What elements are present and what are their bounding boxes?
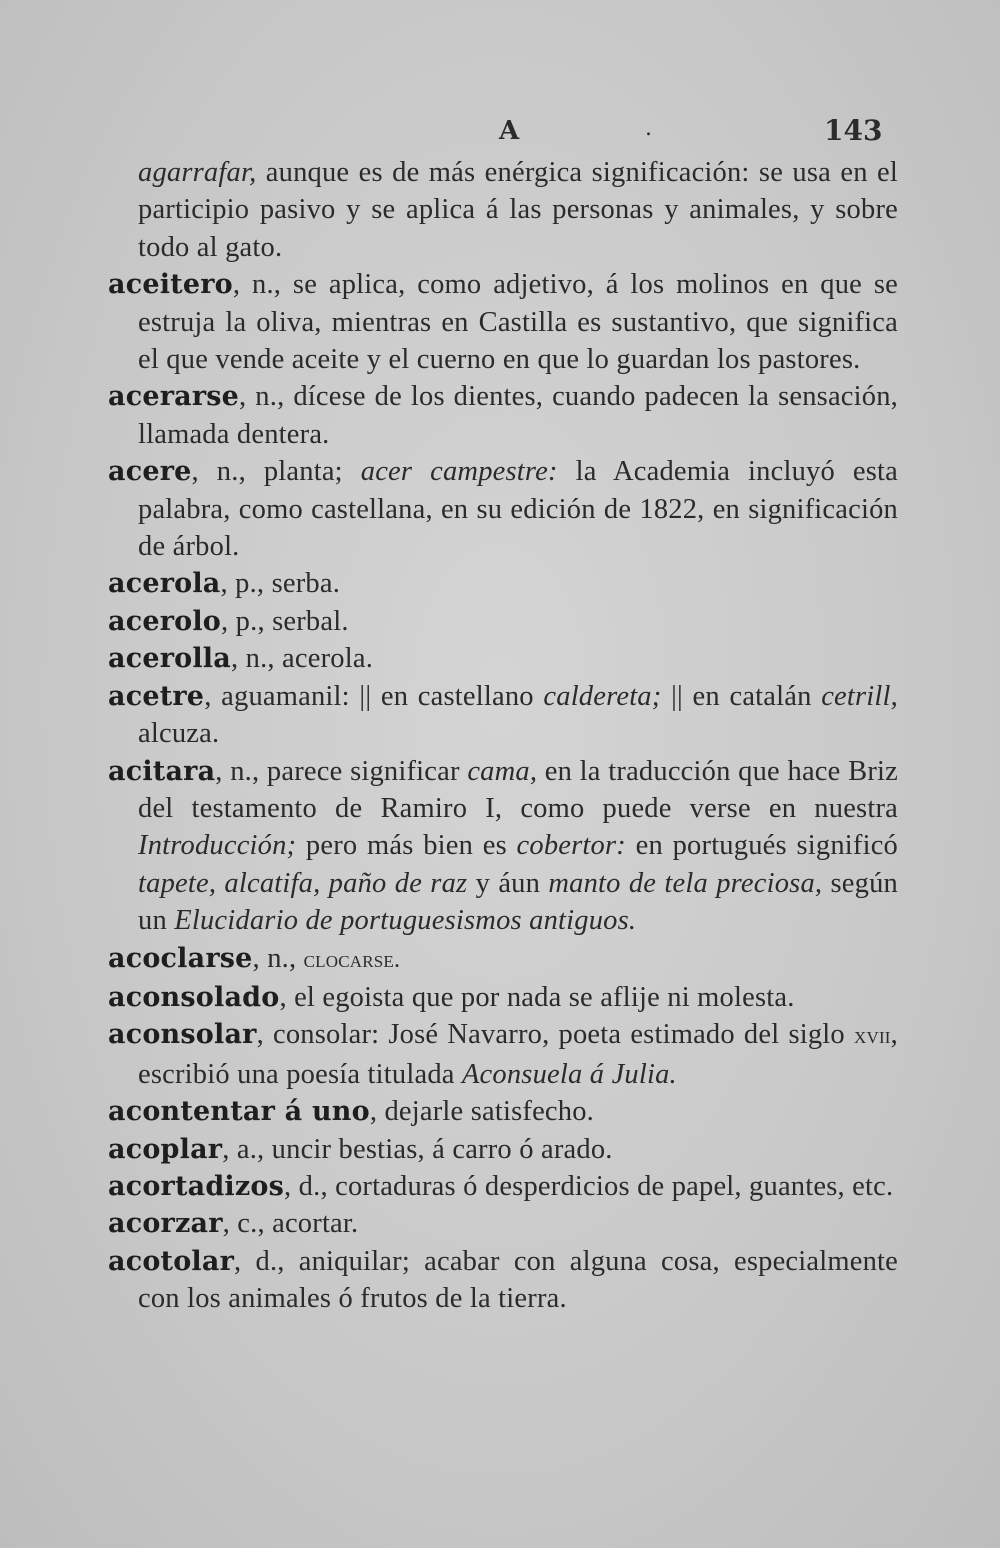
entry-italic: tapete, alcatifa, paño de raz	[138, 867, 468, 899]
entry-aceitero	[108, 266, 898, 378]
entry-acoclarse	[108, 940, 898, 979]
entry-small-caps: xvii	[853, 1023, 891, 1050]
entry-headword: acerolla	[108, 643, 231, 675]
entry-small-caps: clocarse.	[303, 946, 401, 973]
entry-headword: acere	[108, 456, 192, 488]
entry-acerarse	[108, 378, 898, 453]
entry-acitara	[108, 753, 898, 940]
entry-headword: aconsolar	[108, 1019, 257, 1051]
section-letter: A	[499, 116, 520, 146]
entry-text: || en catalán	[661, 680, 822, 712]
entry-italic: Aconsuela á Julia.	[461, 1058, 677, 1090]
entry-text: en la traducción que hace Briz del testamento de Ramiro I, como puede verse en nuestra	[138, 755, 898, 824]
entry-text: , c., acortar.	[222, 1208, 359, 1240]
entry-text: , n., planta;	[191, 456, 361, 488]
entry-text: en portugués significó	[625, 830, 898, 862]
entry-text: , consolar: José Navarro, poeta estimado del siglo	[256, 1019, 854, 1051]
entry-text: , d., aniquilar; acabar con alguna cosa, especialmente con los animales ó frutos de la tierra.	[138, 1245, 898, 1315]
entry-text: , a., uncir bestias, á carro ó arado.	[222, 1133, 613, 1165]
entry-acoplar	[108, 1131, 898, 1168]
entry-italic: cobertor:	[516, 830, 626, 862]
entry-headword: aceitero	[108, 269, 233, 301]
header-separator: .	[645, 116, 652, 141]
entry-headword: acitara	[108, 755, 216, 787]
entry-headword: acontentar á uno	[108, 1096, 370, 1128]
entry-acere	[108, 453, 898, 565]
entry-aconsolado	[108, 979, 898, 1016]
entry-text: aunque es de más enérgica significación: se usa en el participio pasivo y se aplica á las personas y animales, y sobre todo al gato.	[138, 157, 898, 263]
entry-text: alcuza.	[138, 718, 220, 750]
entry-italic: cama,	[467, 755, 538, 787]
entry-text: , n., acerola.	[230, 643, 374, 675]
entry-text: , escribió una poesía titulada	[138, 1019, 898, 1090]
entry-headword: acoclarse	[108, 942, 253, 974]
entry-headword: acerolo	[108, 605, 222, 637]
entry-text: , dejarle satisfecho.	[369, 1096, 594, 1128]
entry-aconsolar	[108, 1016, 898, 1093]
entry-headword: acorzar	[108, 1208, 223, 1240]
entry-acortadizos	[108, 1168, 898, 1205]
entry-text: pero más bien es	[296, 830, 517, 862]
entry-headword: acortadizos	[108, 1170, 285, 1202]
entry-acotolar	[108, 1243, 898, 1318]
entry-text: , n.,	[252, 942, 304, 974]
entry-continuation	[108, 154, 898, 266]
entry-headword: acerola	[108, 568, 221, 600]
entry-text: , n., se aplica, como adjetivo, á los molinos en que se estruja la oliva, mientras en Castilla es sustantivo, que significa el que vende aceite y el cuerno en que lo guardan los pastores.	[138, 269, 898, 376]
entry-text: según un	[138, 867, 898, 937]
entry-headword: acerarse	[108, 381, 240, 413]
entry-italic: Elucidario de portuguesismos antiguos.	[174, 905, 637, 937]
entry-italic: acer campestre:	[360, 456, 558, 488]
page-number: 143	[824, 114, 883, 147]
running-header	[0, 112, 1000, 146]
entry-acontentar	[108, 1093, 898, 1130]
entry-text: , p., serbal.	[221, 605, 349, 637]
entry-italic: cetrill,	[821, 680, 898, 712]
entry-italic: caldereta;	[543, 680, 662, 712]
entry-headword: acetre	[108, 680, 205, 712]
entry-text: , n., parece significar	[215, 755, 468, 787]
entry-acerolla	[108, 640, 898, 677]
entry-text: , n., dícese de los dientes, cuando padecen la sensación, llamada dentera.	[138, 381, 898, 450]
entry-text: , p., serba.	[220, 568, 341, 600]
entry-acorzar	[108, 1205, 898, 1242]
entry-italic: Introducción;	[138, 830, 297, 862]
entry-acetre	[108, 678, 898, 753]
entry-text: y áun	[467, 867, 549, 899]
entry-italic: agarrafar,	[138, 157, 257, 188]
entry-headword: acotolar	[108, 1245, 235, 1277]
entry-headword: aconsolado	[108, 981, 280, 1013]
entry-acerola	[108, 565, 898, 602]
entry-text: , el egoista que por nada se aflije ni molesta.	[279, 981, 795, 1013]
entry-headword: acoplar	[108, 1133, 223, 1165]
dictionary-text	[108, 154, 898, 1318]
entry-italic: manto de tela preciosa,	[548, 867, 823, 899]
entry-acerolo	[108, 603, 898, 640]
entry-text: la Academia incluyó esta palabra, como castellana, en su edición de 1822, en significación de árbol.	[138, 456, 898, 563]
entry-text: , d., cortaduras ó desperdicios de papel, guantes, etc.	[284, 1170, 894, 1202]
entry-text: , aguamanil: || en castellano	[204, 680, 544, 712]
